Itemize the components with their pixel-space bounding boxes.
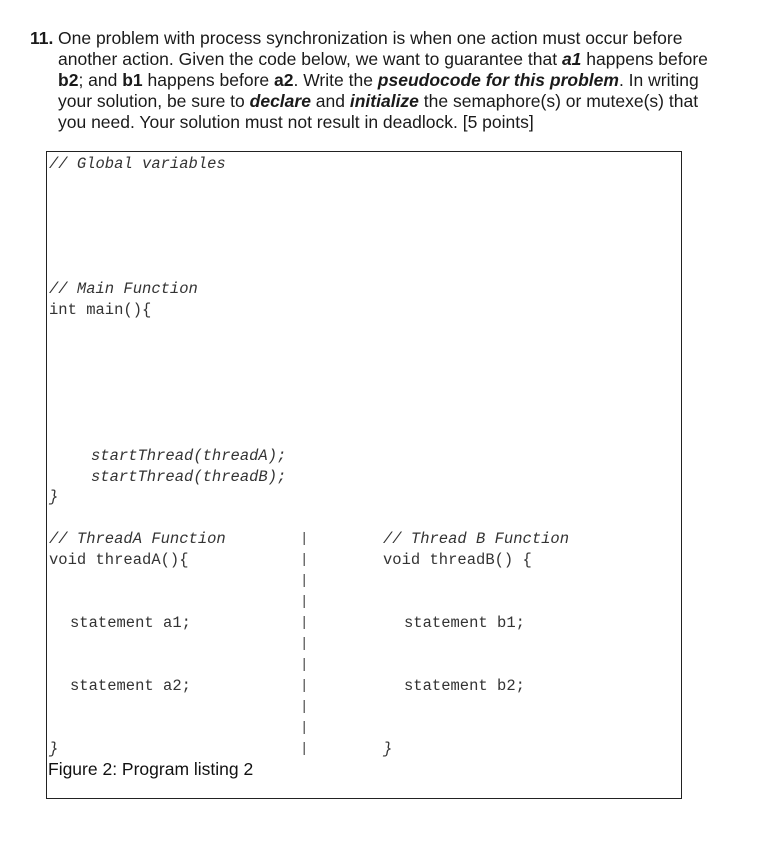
q-part: happens before [142, 70, 275, 90]
divider-bar: | [300, 552, 309, 568]
q-emph-a1: a1 [561, 49, 582, 69]
divider-bar: | [300, 678, 309, 694]
q-emph-declare: declare [249, 91, 311, 111]
thread-b-signature: void threadB() { [383, 551, 532, 569]
main-comment: // Main Function [49, 280, 198, 298]
divider-bar: | [300, 531, 309, 547]
main-close-brace: } [49, 488, 59, 506]
divider-bar: | [300, 741, 309, 757]
main-signature [49, 300, 151, 320]
thread-a-signature: void threadA(){ [49, 551, 189, 569]
thread-a-comment: // ThreadA Function [49, 530, 226, 548]
q-emph-a2: a2 [274, 70, 294, 90]
statement-b2: statement b2; [404, 677, 525, 695]
divider-bar: | [300, 699, 309, 715]
question-number: 11. [30, 28, 54, 48]
q-part: and [310, 91, 350, 111]
thread-b-comment: // Thread B Function [383, 530, 570, 548]
q-emph-b1: b1 [122, 70, 143, 90]
thread-b-close-brace: } [383, 740, 393, 758]
q-emph-b2: b2 [58, 70, 79, 90]
divider-bar: | [300, 615, 309, 631]
q-part: One problem with process synchronization is when one action must occur before another action. Given the code below, we want to guarantee that [58, 28, 683, 69]
statement-a2: statement a2; [70, 677, 191, 695]
question-body [58, 28, 720, 133]
main-signature-text: int main(){ [49, 301, 152, 319]
q-emph-initialize: initialize [349, 91, 419, 111]
q-part: the semaphore(s) or mutexe(s) that you need. Your solution must not result in deadlock. [5 points] [58, 91, 699, 132]
statement-b1: statement b1; [404, 614, 525, 632]
global-comment: // Global variables [49, 155, 226, 173]
q-part: . In writing your solution, be sure to [58, 70, 699, 111]
figure-caption: Figure 2: Program listing 2 [48, 759, 254, 779]
q-emph-pseudocode: pseudocode for this problem [377, 70, 619, 90]
divider-bar: | [300, 657, 309, 673]
divider-bar: | [300, 636, 309, 652]
statement-a1: statement a1; [70, 614, 191, 632]
divider-bar: | [300, 573, 309, 589]
start-thread-a: startThread(threadA); [91, 447, 287, 465]
q-part: . Write the [293, 70, 378, 90]
divider-bar: | [300, 720, 309, 736]
question-text [30, 28, 720, 133]
q-part: happens before [581, 49, 708, 69]
start-thread-b: startThread(threadB); [91, 468, 287, 486]
divider-bar: | [300, 594, 309, 610]
thread-a-close-brace: } [49, 740, 59, 758]
q-part: ; and [78, 70, 123, 90]
